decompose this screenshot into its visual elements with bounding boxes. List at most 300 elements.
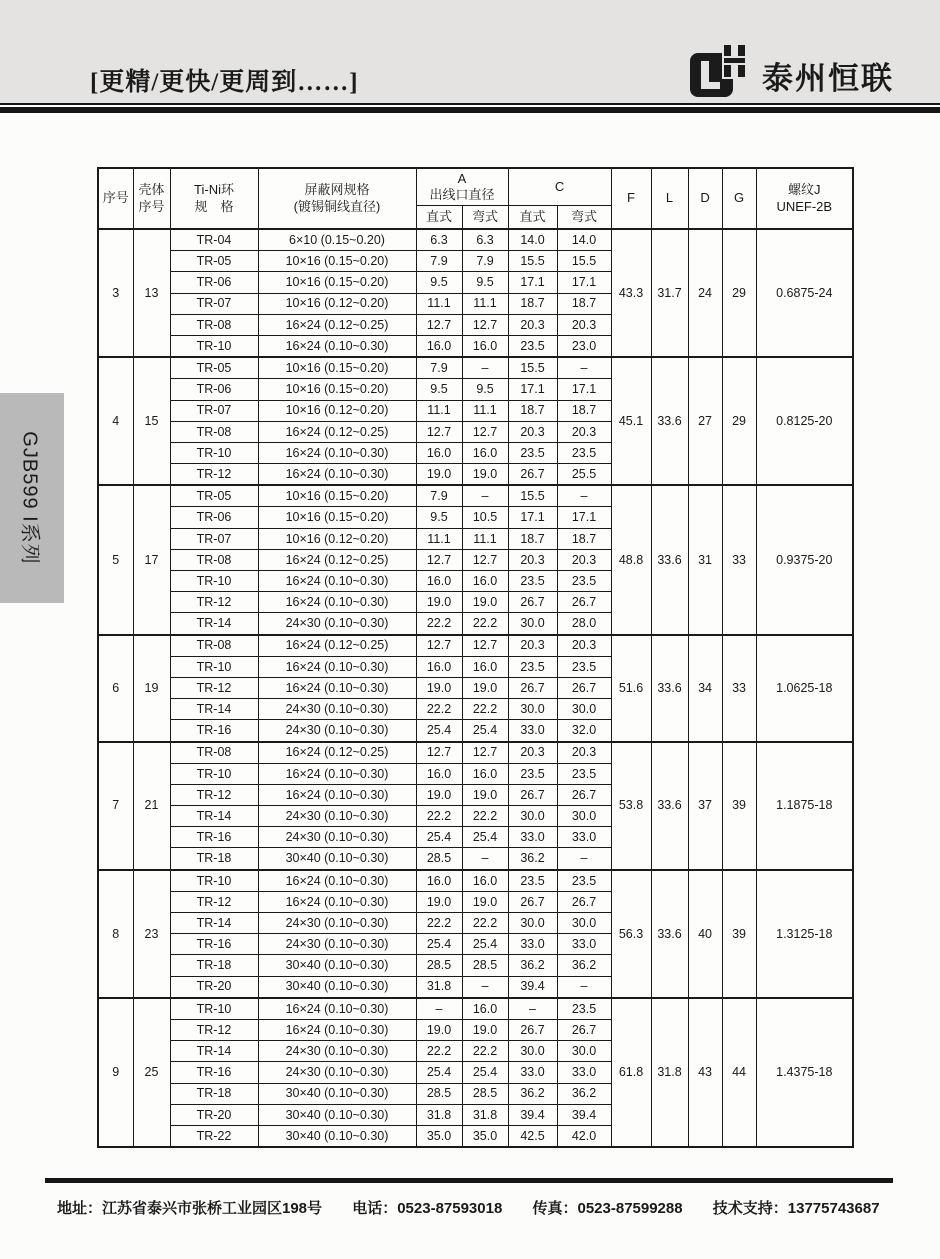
cell-a-straight: 25.4 bbox=[416, 1062, 462, 1083]
cell-a-bend: 11.1 bbox=[462, 400, 508, 421]
cell-d: 37 bbox=[688, 742, 722, 870]
cell-a-straight: 12.7 bbox=[416, 421, 462, 442]
cell-a-straight: 16.0 bbox=[416, 656, 462, 677]
cell-a-bend: 19.0 bbox=[462, 592, 508, 613]
table-body bbox=[98, 229, 853, 1147]
cell-a-bend: 22.2 bbox=[462, 699, 508, 720]
cell-a-bend: 16.0 bbox=[462, 335, 508, 357]
cell-a-straight: 28.5 bbox=[416, 955, 462, 976]
brand-block bbox=[690, 42, 894, 98]
cell-shield-spec: 16×24 (0.10~0.30) bbox=[258, 571, 416, 592]
cell-a-bend: 9.5 bbox=[462, 272, 508, 293]
cell-c-bend: 36.2 bbox=[557, 955, 611, 976]
cell-a-bend: 31.8 bbox=[462, 1104, 508, 1125]
cell-tr-code: TR-08 bbox=[170, 549, 258, 570]
cell-c-bend: 23.5 bbox=[557, 656, 611, 677]
cell-l: 33.6 bbox=[651, 485, 688, 634]
cell-c-straight: 23.5 bbox=[508, 870, 557, 892]
col-header-tini: Ti-Ni环 规 格 bbox=[170, 168, 258, 229]
cell-l: 31.7 bbox=[651, 229, 688, 357]
col-header-a: A 出线口直径 bbox=[416, 168, 508, 206]
cell-a-straight: 9.5 bbox=[416, 507, 462, 528]
cell-c-straight: 39.4 bbox=[508, 1104, 557, 1125]
cell-c-straight: 33.0 bbox=[508, 827, 557, 848]
cell-tr-code: TR-10 bbox=[170, 870, 258, 892]
cell-a-straight: 35.0 bbox=[416, 1125, 462, 1147]
cell-c-bend: 30.0 bbox=[557, 1041, 611, 1062]
cell-c-bend: 23.0 bbox=[557, 335, 611, 357]
cell-c-straight: 30.0 bbox=[508, 699, 557, 720]
cell-c-bend: 39.4 bbox=[557, 1104, 611, 1125]
table-row bbox=[98, 229, 853, 251]
cell-g: 33 bbox=[722, 485, 756, 634]
cell-a-bend: 35.0 bbox=[462, 1125, 508, 1147]
col-header-shell: 壳体 序号 bbox=[133, 168, 170, 229]
cell-a-bend: 25.4 bbox=[462, 934, 508, 955]
cell-c-bend: 33.0 bbox=[557, 1062, 611, 1083]
cell-tr-code: TR-05 bbox=[170, 251, 258, 272]
cell-c-straight: 15.5 bbox=[508, 357, 557, 379]
cell-a-straight: 9.5 bbox=[416, 272, 462, 293]
cell-a-straight: – bbox=[416, 998, 462, 1020]
cell-c-bend: 32.0 bbox=[557, 720, 611, 742]
cell-shield-spec: 10×16 (0.15~0.20) bbox=[258, 357, 416, 379]
cell-d: 40 bbox=[688, 870, 722, 998]
cell-c-bend: – bbox=[557, 848, 611, 870]
cell-a-bend: 16.0 bbox=[462, 998, 508, 1020]
cell-c-straight: 26.7 bbox=[508, 891, 557, 912]
cell-a-bend: 19.0 bbox=[462, 891, 508, 912]
lh-logo-icon bbox=[690, 42, 754, 98]
cell-a-straight: 6.3 bbox=[416, 229, 462, 251]
cell-thread: 0.9375-20 bbox=[756, 485, 853, 634]
cell-shield-spec: 16×24 (0.10~0.30) bbox=[258, 870, 416, 892]
cell-thread: 1.3125-18 bbox=[756, 870, 853, 998]
table-row bbox=[98, 635, 853, 657]
cell-g: 29 bbox=[722, 357, 756, 485]
cell-a-straight: 12.7 bbox=[416, 635, 462, 657]
cell-shell: 13 bbox=[133, 229, 170, 357]
cell-c-bend: 15.5 bbox=[557, 251, 611, 272]
company-slogan: [更精/更快/更周到……] bbox=[90, 69, 359, 96]
cell-tr-code: TR-12 bbox=[170, 592, 258, 613]
cell-a-straight: 19.0 bbox=[416, 677, 462, 698]
cell-a-straight: 19.0 bbox=[416, 784, 462, 805]
cell-d: 27 bbox=[688, 357, 722, 485]
header-divider bbox=[0, 103, 940, 113]
cell-seq: 7 bbox=[98, 742, 133, 870]
cell-c-bend: 33.0 bbox=[557, 934, 611, 955]
cell-c-bend: 30.0 bbox=[557, 806, 611, 827]
cell-a-straight: 19.0 bbox=[416, 1019, 462, 1040]
cell-c-bend: 28.0 bbox=[557, 613, 611, 635]
cell-a-bend: 28.5 bbox=[462, 1083, 508, 1104]
cell-shield-spec: 16×24 (0.10~0.30) bbox=[258, 464, 416, 486]
cell-c-straight: 26.7 bbox=[508, 464, 557, 486]
cell-a-straight: 16.0 bbox=[416, 870, 462, 892]
col-header-g: G bbox=[722, 168, 756, 229]
cell-a-bend: – bbox=[462, 976, 508, 998]
cell-seq: 8 bbox=[98, 870, 133, 998]
cell-c-straight: 15.5 bbox=[508, 251, 557, 272]
cell-shield-spec: 24×30 (0.10~0.30) bbox=[258, 699, 416, 720]
cell-f: 45.1 bbox=[611, 357, 651, 485]
cell-c-bend: 30.0 bbox=[557, 913, 611, 934]
footer bbox=[57, 1197, 897, 1218]
cell-c-straight: 20.3 bbox=[508, 742, 557, 764]
cell-seq: 9 bbox=[98, 998, 133, 1147]
cell-c-straight: 17.1 bbox=[508, 507, 557, 528]
cell-shield-spec: 24×30 (0.10~0.30) bbox=[258, 806, 416, 827]
cell-shield-spec: 6×10 (0.15~0.20) bbox=[258, 229, 416, 251]
cell-c-bend: 20.3 bbox=[557, 314, 611, 335]
cell-a-bend: 11.1 bbox=[462, 293, 508, 314]
cell-c-straight: 33.0 bbox=[508, 934, 557, 955]
cell-tr-code: TR-08 bbox=[170, 421, 258, 442]
cell-c-bend: 14.0 bbox=[557, 229, 611, 251]
cell-l: 31.8 bbox=[651, 998, 688, 1147]
cell-shield-spec: 16×24 (0.10~0.30) bbox=[258, 677, 416, 698]
cell-tr-code: TR-20 bbox=[170, 976, 258, 998]
cell-c-bend: 26.7 bbox=[557, 784, 611, 805]
cell-a-straight: 22.2 bbox=[416, 613, 462, 635]
series-tab bbox=[0, 393, 64, 603]
cell-shield-spec: 10×16 (0.15~0.20) bbox=[258, 485, 416, 507]
cell-tr-code: TR-07 bbox=[170, 400, 258, 421]
cell-c-straight: 36.2 bbox=[508, 955, 557, 976]
cell-c-straight: 39.4 bbox=[508, 976, 557, 998]
cell-a-straight: 31.8 bbox=[416, 976, 462, 998]
cell-tr-code: TR-16 bbox=[170, 827, 258, 848]
cell-l: 33.6 bbox=[651, 870, 688, 998]
cell-c-straight: 17.1 bbox=[508, 272, 557, 293]
cell-a-bend: 11.1 bbox=[462, 528, 508, 549]
cell-shield-spec: 10×16 (0.15~0.20) bbox=[258, 507, 416, 528]
cell-c-straight: 18.7 bbox=[508, 293, 557, 314]
cell-shield-spec: 16×24 (0.12~0.25) bbox=[258, 314, 416, 335]
cell-a-straight: 31.8 bbox=[416, 1104, 462, 1125]
cell-c-straight: 23.5 bbox=[508, 656, 557, 677]
cell-c-bend: 23.5 bbox=[557, 571, 611, 592]
cell-tr-code: TR-18 bbox=[170, 955, 258, 976]
cell-shield-spec: 16×24 (0.10~0.30) bbox=[258, 442, 416, 463]
cell-c-bend: 23.5 bbox=[557, 870, 611, 892]
cell-a-straight: 22.2 bbox=[416, 1041, 462, 1062]
cell-c-bend: 36.2 bbox=[557, 1083, 611, 1104]
cell-tr-code: TR-14 bbox=[170, 913, 258, 934]
cell-f: 48.8 bbox=[611, 485, 651, 634]
cell-c-straight: 20.3 bbox=[508, 314, 557, 335]
cell-l: 33.6 bbox=[651, 635, 688, 742]
cell-a-straight: 11.1 bbox=[416, 528, 462, 549]
cell-seq: 5 bbox=[98, 485, 133, 634]
cell-a-straight: 28.5 bbox=[416, 848, 462, 870]
col-header-thread: 螺纹J UNEF-2B bbox=[756, 168, 853, 229]
cell-shield-spec: 10×16 (0.12~0.20) bbox=[258, 293, 416, 314]
cell-tr-code: TR-07 bbox=[170, 293, 258, 314]
cell-shell: 19 bbox=[133, 635, 170, 742]
cell-shield-spec: 16×24 (0.12~0.25) bbox=[258, 635, 416, 657]
cell-c-straight: 20.3 bbox=[508, 549, 557, 570]
cell-seq: 4 bbox=[98, 357, 133, 485]
cell-a-bend: 7.9 bbox=[462, 251, 508, 272]
col-header-l: L bbox=[651, 168, 688, 229]
cell-c-straight: – bbox=[508, 998, 557, 1020]
cell-c-bend: 33.0 bbox=[557, 827, 611, 848]
cell-c-straight: 23.5 bbox=[508, 763, 557, 784]
cell-tr-code: TR-12 bbox=[170, 891, 258, 912]
cell-c-straight: 42.5 bbox=[508, 1125, 557, 1147]
footer-support: 技术支持：13775743687 bbox=[712, 1200, 880, 1217]
cell-c-straight: 23.5 bbox=[508, 335, 557, 357]
cell-c-bend: 17.1 bbox=[557, 507, 611, 528]
cell-tr-code: TR-10 bbox=[170, 998, 258, 1020]
cell-c-bend: – bbox=[557, 357, 611, 379]
cell-c-straight: 18.7 bbox=[508, 400, 557, 421]
cell-shield-spec: 16×24 (0.10~0.30) bbox=[258, 656, 416, 677]
cell-a-straight: 19.0 bbox=[416, 464, 462, 486]
cell-shield-spec: 30×40 (0.10~0.30) bbox=[258, 1104, 416, 1125]
cell-shell: 23 bbox=[133, 870, 170, 998]
cell-a-straight: 19.0 bbox=[416, 592, 462, 613]
footer-fax: 传真：0523-87599288 bbox=[532, 1200, 683, 1217]
cell-tr-code: TR-20 bbox=[170, 1104, 258, 1125]
cell-c-straight: 20.3 bbox=[508, 635, 557, 657]
cell-a-straight: 22.2 bbox=[416, 913, 462, 934]
cell-a-straight: 28.5 bbox=[416, 1083, 462, 1104]
cell-c-bend: 20.3 bbox=[557, 742, 611, 764]
cell-thread: 1.4375-18 bbox=[756, 998, 853, 1147]
cell-a-straight: 12.7 bbox=[416, 314, 462, 335]
cell-shell: 21 bbox=[133, 742, 170, 870]
cell-a-bend: 9.5 bbox=[462, 379, 508, 400]
cell-shield-spec: 16×24 (0.10~0.30) bbox=[258, 335, 416, 357]
cell-c-straight: 33.0 bbox=[508, 1062, 557, 1083]
cell-a-bend: 16.0 bbox=[462, 442, 508, 463]
cell-shield-spec: 24×30 (0.10~0.30) bbox=[258, 913, 416, 934]
cell-c-bend: 20.3 bbox=[557, 421, 611, 442]
table-row bbox=[98, 357, 853, 379]
cell-shield-spec: 10×16 (0.15~0.20) bbox=[258, 251, 416, 272]
col-header-c: C bbox=[508, 168, 611, 206]
cell-c-bend: 17.1 bbox=[557, 272, 611, 293]
cell-thread: 0.6875-24 bbox=[756, 229, 853, 357]
cell-g: 44 bbox=[722, 998, 756, 1147]
cell-shield-spec: 10×16 (0.15~0.20) bbox=[258, 272, 416, 293]
cell-g: 29 bbox=[722, 229, 756, 357]
cell-a-bend: 22.2 bbox=[462, 1041, 508, 1062]
cell-seq: 3 bbox=[98, 229, 133, 357]
cell-shield-spec: 30×40 (0.10~0.30) bbox=[258, 848, 416, 870]
cell-shield-spec: 24×30 (0.10~0.30) bbox=[258, 1062, 416, 1083]
cell-shell: 15 bbox=[133, 357, 170, 485]
cell-c-straight: 33.0 bbox=[508, 720, 557, 742]
cell-a-bend: 19.0 bbox=[462, 677, 508, 698]
cell-c-straight: 26.7 bbox=[508, 784, 557, 805]
cell-tr-code: TR-14 bbox=[170, 806, 258, 827]
cell-shield-spec: 30×40 (0.10~0.30) bbox=[258, 1083, 416, 1104]
table-row bbox=[98, 870, 853, 892]
cell-a-bend: 19.0 bbox=[462, 1019, 508, 1040]
cell-tr-code: TR-16 bbox=[170, 934, 258, 955]
spec-table-wrap bbox=[97, 167, 854, 1148]
cell-g: 39 bbox=[722, 742, 756, 870]
cell-shield-spec: 16×24 (0.12~0.25) bbox=[258, 549, 416, 570]
cell-c-straight: 23.5 bbox=[508, 571, 557, 592]
cell-c-bend: 23.5 bbox=[557, 442, 611, 463]
cell-tr-code: TR-14 bbox=[170, 1041, 258, 1062]
cell-c-bend: 17.1 bbox=[557, 379, 611, 400]
cell-tr-code: TR-12 bbox=[170, 677, 258, 698]
cell-shield-spec: 24×30 (0.10~0.30) bbox=[258, 827, 416, 848]
cell-a-straight: 12.7 bbox=[416, 549, 462, 570]
cell-tr-code: TR-22 bbox=[170, 1125, 258, 1147]
cell-a-straight: 25.4 bbox=[416, 934, 462, 955]
cell-c-straight: 17.1 bbox=[508, 379, 557, 400]
cell-shield-spec: 24×30 (0.10~0.30) bbox=[258, 934, 416, 955]
footer-phone: 电话：0523-87593018 bbox=[352, 1200, 503, 1217]
cell-tr-code: TR-06 bbox=[170, 272, 258, 293]
cell-a-bend: 12.7 bbox=[462, 421, 508, 442]
col-header-a-bend: 弯式 bbox=[462, 206, 508, 230]
cell-c-bend: 25.5 bbox=[557, 464, 611, 486]
cell-a-bend: 22.2 bbox=[462, 613, 508, 635]
cell-tr-code: TR-10 bbox=[170, 763, 258, 784]
cell-c-bend: 26.7 bbox=[557, 891, 611, 912]
cell-a-bend: 25.4 bbox=[462, 1062, 508, 1083]
header-band bbox=[0, 0, 940, 103]
cell-c-bend: 20.3 bbox=[557, 635, 611, 657]
cell-c-bend: – bbox=[557, 976, 611, 998]
cell-c-straight: 15.5 bbox=[508, 485, 557, 507]
cell-shield-spec: 10×16 (0.12~0.20) bbox=[258, 528, 416, 549]
cell-shield-spec: 16×24 (0.10~0.30) bbox=[258, 998, 416, 1020]
cell-a-straight: 22.2 bbox=[416, 699, 462, 720]
cell-tr-code: TR-16 bbox=[170, 720, 258, 742]
cell-thread: 0.8125-20 bbox=[756, 357, 853, 485]
col-header-a-straight: 直式 bbox=[416, 206, 462, 230]
table-header bbox=[98, 168, 853, 229]
cell-c-straight: 26.7 bbox=[508, 677, 557, 698]
cell-tr-code: TR-04 bbox=[170, 229, 258, 251]
cell-tr-code: TR-08 bbox=[170, 635, 258, 657]
cell-a-straight: 11.1 bbox=[416, 293, 462, 314]
cell-f: 43.3 bbox=[611, 229, 651, 357]
cell-a-straight: 16.0 bbox=[416, 442, 462, 463]
cell-c-bend: 18.7 bbox=[557, 293, 611, 314]
cell-a-bend: 6.3 bbox=[462, 229, 508, 251]
cell-tr-code: TR-14 bbox=[170, 699, 258, 720]
cell-a-bend: 19.0 bbox=[462, 784, 508, 805]
cell-shield-spec: 16×24 (0.10~0.30) bbox=[258, 1019, 416, 1040]
cell-tr-code: TR-05 bbox=[170, 485, 258, 507]
cell-a-bend: 25.4 bbox=[462, 827, 508, 848]
col-header-shield: 屏蔽网规格 (镀锡铜线直径) bbox=[258, 168, 416, 229]
cell-tr-code: TR-10 bbox=[170, 571, 258, 592]
cell-thread: 1.1875-18 bbox=[756, 742, 853, 870]
cell-c-bend: 18.7 bbox=[557, 400, 611, 421]
cell-a-straight: 7.9 bbox=[416, 357, 462, 379]
cell-c-straight: 30.0 bbox=[508, 913, 557, 934]
cell-tr-code: TR-18 bbox=[170, 1083, 258, 1104]
cell-f: 61.8 bbox=[611, 998, 651, 1147]
cell-f: 51.6 bbox=[611, 635, 651, 742]
cell-tr-code: TR-18 bbox=[170, 848, 258, 870]
footer-address: 地址：江苏省泰兴市张桥工业园区198号 bbox=[57, 1200, 323, 1217]
cell-c-straight: 36.2 bbox=[508, 848, 557, 870]
cell-shield-spec: 16×24 (0.12~0.25) bbox=[258, 742, 416, 764]
cell-a-bend: 10.5 bbox=[462, 507, 508, 528]
cell-a-bend: 19.0 bbox=[462, 464, 508, 486]
cell-tr-code: TR-07 bbox=[170, 528, 258, 549]
cell-d: 24 bbox=[688, 229, 722, 357]
cell-d: 31 bbox=[688, 485, 722, 634]
cell-a-straight: 25.4 bbox=[416, 720, 462, 742]
cell-a-straight: 25.4 bbox=[416, 827, 462, 848]
cell-f: 56.3 bbox=[611, 870, 651, 998]
cell-c-bend: 23.5 bbox=[557, 763, 611, 784]
table-row bbox=[98, 998, 853, 1020]
cell-shield-spec: 16×24 (0.12~0.25) bbox=[258, 421, 416, 442]
cell-a-bend: 12.7 bbox=[462, 549, 508, 570]
col-header-seq: 序号 bbox=[98, 168, 133, 229]
cell-a-straight: 16.0 bbox=[416, 571, 462, 592]
cell-a-bend: 28.5 bbox=[462, 955, 508, 976]
cell-a-bend: – bbox=[462, 485, 508, 507]
cell-f: 53.8 bbox=[611, 742, 651, 870]
cell-a-bend: 16.0 bbox=[462, 870, 508, 892]
col-header-c-bend: 弯式 bbox=[557, 206, 611, 230]
cell-tr-code: TR-08 bbox=[170, 742, 258, 764]
cell-l: 33.6 bbox=[651, 357, 688, 485]
cell-tr-code: TR-10 bbox=[170, 656, 258, 677]
cell-c-bend: 23.5 bbox=[557, 998, 611, 1020]
cell-shield-spec: 24×30 (0.10~0.30) bbox=[258, 1041, 416, 1062]
cell-a-bend: 16.0 bbox=[462, 571, 508, 592]
table-row bbox=[98, 485, 853, 507]
cell-tr-code: TR-10 bbox=[170, 335, 258, 357]
cell-g: 39 bbox=[722, 870, 756, 998]
cell-shield-spec: 16×24 (0.10~0.30) bbox=[258, 891, 416, 912]
cell-shell: 17 bbox=[133, 485, 170, 634]
cell-tr-code: TR-08 bbox=[170, 314, 258, 335]
col-header-c-straight: 直式 bbox=[508, 206, 557, 230]
cell-c-straight: 23.5 bbox=[508, 442, 557, 463]
cell-a-straight: 22.2 bbox=[416, 806, 462, 827]
cell-a-bend: 22.2 bbox=[462, 913, 508, 934]
cell-tr-code: TR-14 bbox=[170, 613, 258, 635]
cell-c-bend: 20.3 bbox=[557, 549, 611, 570]
cell-a-bend: 16.0 bbox=[462, 763, 508, 784]
cell-c-straight: 20.3 bbox=[508, 421, 557, 442]
col-header-d: D bbox=[688, 168, 722, 229]
series-tab-label: GJB599 I系列 bbox=[18, 431, 41, 565]
cell-a-straight: 9.5 bbox=[416, 379, 462, 400]
cell-tr-code: TR-06 bbox=[170, 379, 258, 400]
cell-shield-spec: 10×16 (0.15~0.20) bbox=[258, 379, 416, 400]
cell-c-straight: 14.0 bbox=[508, 229, 557, 251]
cell-c-straight: 36.2 bbox=[508, 1083, 557, 1104]
cell-shield-spec: 24×30 (0.10~0.30) bbox=[258, 720, 416, 742]
cell-c-straight: 30.0 bbox=[508, 1041, 557, 1062]
cell-a-bend: 12.7 bbox=[462, 635, 508, 657]
cell-thread: 1.0625-18 bbox=[756, 635, 853, 742]
brand-name: 泰州恒联 bbox=[762, 61, 894, 96]
cell-tr-code: TR-16 bbox=[170, 1062, 258, 1083]
cell-shield-spec: 30×40 (0.10~0.30) bbox=[258, 955, 416, 976]
cell-a-bend: 16.0 bbox=[462, 656, 508, 677]
col-header-f: F bbox=[611, 168, 651, 229]
